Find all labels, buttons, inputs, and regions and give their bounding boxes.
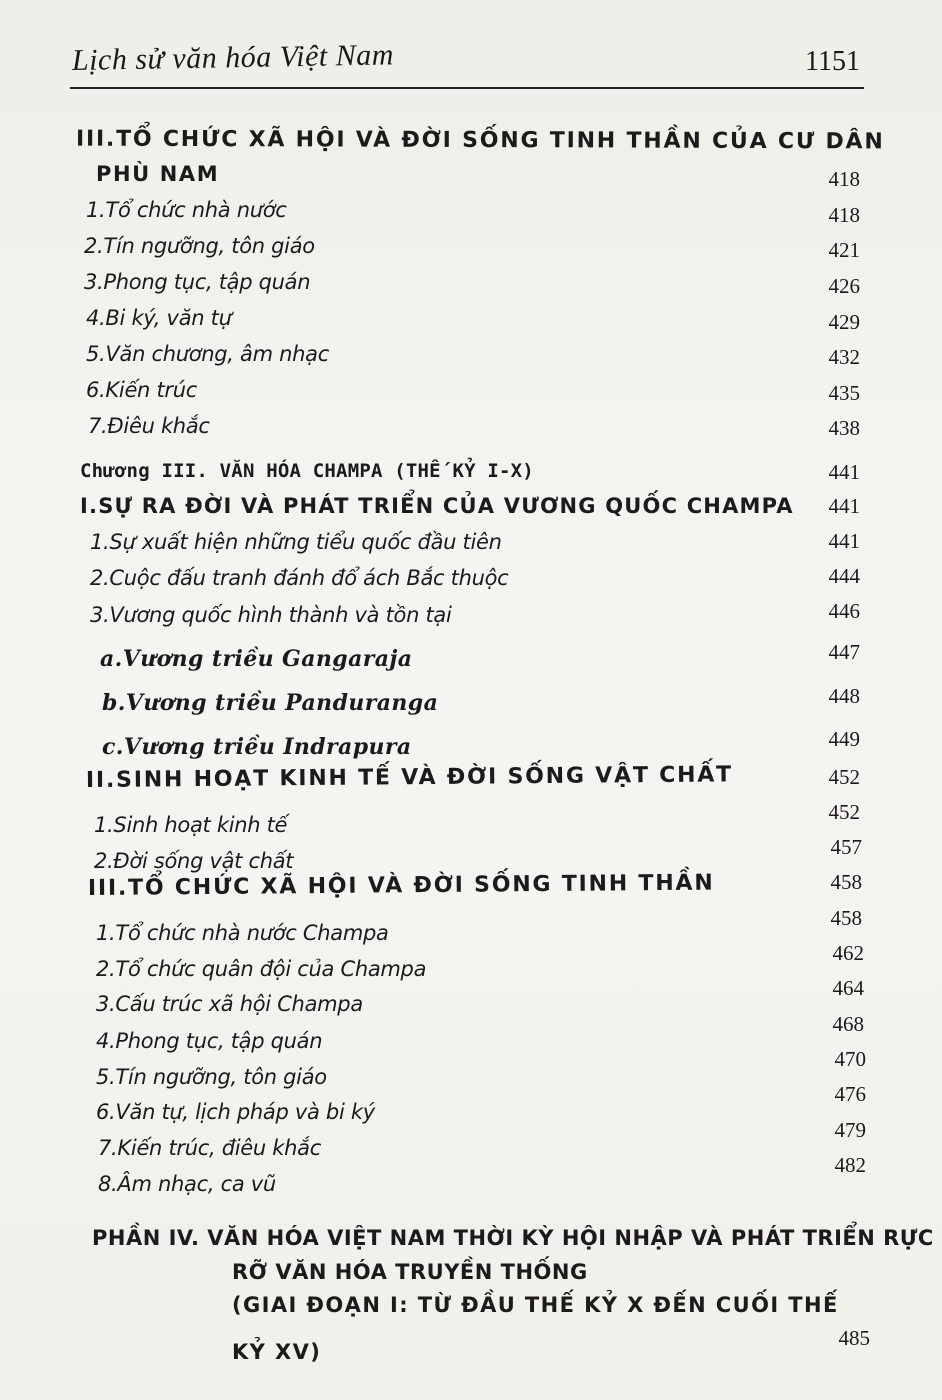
toc-page-number: 458 — [830, 870, 862, 894]
toc-page-number: 479 — [834, 1118, 866, 1142]
toc-page-number: 432 — [828, 345, 860, 369]
toc-page-number: 458 — [830, 906, 862, 930]
toc-item: 4.Phong tục, tập quán — [96, 1029, 323, 1053]
toc-page-number: 449 — [828, 727, 860, 751]
toc-item: 3.Vương quốc hình thành và tồn tại — [90, 603, 452, 627]
running-header-page-number: 1151 — [805, 46, 860, 77]
toc-item: 5.Tín ngưỡng, tôn giáo — [96, 1065, 327, 1089]
toc-item: 1.Sự xuất hiện những tiểu quốc đầu tiên — [90, 530, 502, 554]
toc-item: 4.Bi ký, văn tự — [86, 306, 232, 330]
toc-item: 2.Đời sống vật chất — [94, 849, 294, 873]
toc-item: 2.Tổ chức quân đội của Champa — [96, 957, 427, 981]
toc-page-number: 485 — [838, 1326, 870, 1350]
toc-subitem: b.Vương triều Panduranga — [102, 690, 439, 716]
toc-section-heading: II.SINH HOẠT KINH TẾ VÀ ĐỜI SỐNG VẬT CHẤT — [85, 762, 734, 793]
toc-page-number: 470 — [834, 1047, 866, 1071]
toc-item: 3.Cấu trúc xã hội Champa — [96, 992, 363, 1016]
toc-section-heading: III.TỔ CHỨC XÃ HỘI VÀ ĐỜI SỐNG TINH THẦN CỦA CƯ DÂN — [75, 126, 885, 155]
toc-subitem: a.Vương triều Gangaraja — [100, 646, 413, 672]
toc-section-heading: III.TỔ CHỨC XÃ HỘI VÀ ĐỜI SỐNG TINH THẦN — [87, 870, 715, 901]
toc-page-number: 421 — [828, 238, 860, 262]
toc-page-number: 476 — [834, 1082, 866, 1106]
toc-part-subheading: (GIAI ĐOẠN I: TỪ ĐẦU THẾ KỶ X ĐẾN CUỐI THẾ — [232, 1293, 839, 1317]
toc-page-number: 435 — [828, 381, 860, 405]
running-header-title: Lịch sử văn hóa Việt Nam — [71, 38, 395, 77]
toc-page-number: 441 — [828, 494, 860, 518]
toc-page-number: 438 — [828, 416, 860, 440]
toc-item: 2.Cuộc đấu tranh đánh đổ ách Bắc thuộc — [90, 566, 509, 590]
toc-item: 1.Sinh hoạt kinh tế — [94, 813, 288, 837]
toc-page-number: 447 — [828, 640, 860, 664]
toc-page-number: 448 — [828, 684, 860, 708]
toc-page-number: 482 — [834, 1153, 866, 1177]
toc-item: 1.Tổ chức nhà nước Champa — [96, 921, 389, 945]
toc-page-number: 444 — [828, 564, 860, 588]
toc-page-number: 418 — [828, 167, 860, 191]
toc-page-number: 441 — [828, 460, 860, 484]
toc-chapter-heading: Chương III. VĂN HÓA CHAMPA (THẾ KỶ I-X) — [80, 460, 534, 482]
toc-item: 3.Phong tục, tập quán — [84, 270, 311, 294]
toc-part-heading-cont: RỠ VĂN HÓA TRUYỀN THỐNG — [232, 1260, 588, 1284]
toc-part-heading: PHẦN IV. VĂN HÓA VIỆT NAM THỜI KỲ HỘI NHẬP VÀ PHÁT TRIỂN RỰC — [92, 1226, 934, 1250]
toc-item: 7.Điêu khắc — [88, 414, 210, 438]
toc-part-subheading-cont: KỶ XV) — [232, 1340, 322, 1364]
toc-item: 8.Âm nhạc, ca vũ — [98, 1172, 276, 1196]
toc-section-heading: I.SỰ RA ĐỜI VÀ PHÁT TRIỂN CỦA VƯƠNG QUỐC CHAMPA — [80, 494, 794, 518]
toc-item: 1.Tổ chức nhà nước — [86, 198, 287, 222]
toc-subitem: c.Vương triều Indrapura — [102, 734, 412, 760]
toc-section-heading-cont: PHÙ NAM — [96, 162, 220, 186]
header-divider — [70, 87, 864, 89]
toc-page-number: 418 — [828, 203, 860, 227]
toc-page-number: 462 — [832, 941, 864, 965]
toc-page-number: 429 — [828, 310, 860, 334]
toc-item: 7.Kiến trúc, điêu khắc — [98, 1136, 321, 1160]
toc-page-number: 446 — [828, 599, 860, 623]
toc-item: 2.Tín ngưỡng, tôn giáo — [84, 234, 315, 258]
toc-page-number: 426 — [828, 274, 860, 298]
toc-page-number: 457 — [830, 835, 862, 859]
toc-page-number: 441 — [828, 529, 860, 553]
toc-page-number: 452 — [828, 765, 860, 789]
toc-item: 6.Văn tự, lịch pháp và bi ký — [96, 1100, 375, 1124]
toc-item: 6.Kiến trúc — [86, 378, 197, 402]
toc-page-number: 452 — [828, 800, 860, 824]
toc-page-number: 464 — [832, 976, 864, 1000]
toc-item: 5.Văn chương, âm nhạc — [86, 342, 329, 366]
toc-page-number: 468 — [832, 1012, 864, 1036]
